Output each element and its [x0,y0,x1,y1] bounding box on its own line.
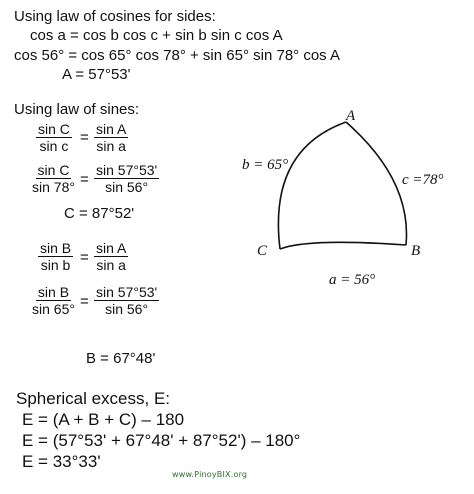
fraction-denominator: sin 78° [32,179,75,195]
fraction-denominator: sin 65° [32,301,75,317]
excess-substitution: E = (57°53' + 67°48' + 87°52') – 180° [22,431,301,450]
fraction-numerator: sin C [38,121,70,137]
side-c-arc [346,122,407,245]
fraction-numerator: sin 57°53' [96,284,158,300]
excess-heading: Spherical excess, E: [16,389,171,408]
fraction-numerator: sin A [96,240,127,256]
angle-b-result: B = 67°48' [86,350,156,367]
excess-result: E = 33°33' [22,452,101,471]
fraction-numerator: sin C [37,162,70,178]
fraction-denominator: sin c [39,138,69,154]
side-a-arc [280,242,406,249]
side-b-arc [278,122,346,249]
angle-a-result: A = 57°53' [62,66,131,83]
excess-formula: E = (A + B + C) – 180 [22,410,185,429]
sines-heading: Using law of sines: [14,101,140,118]
side-b-label: b = 65° [242,157,289,173]
vertex-a-label: A [346,108,356,124]
cosines-heading: Using law of cosines for sides: [14,8,216,25]
cosines-formula: cos a = cos b cos c + sin b sin c cos A [30,27,283,44]
fraction-denominator: sin 56° [105,179,149,195]
fraction-numerator: sin B [37,284,70,300]
equals-sign: = [80,129,89,146]
cosines-substitution: cos 56° = cos 65° cos 78° + sin 65° sin 78° cos A [14,47,341,64]
equals-sign: = [80,249,89,266]
side-c-label: c =78° [402,172,444,188]
fraction-denominator: sin a [96,257,126,273]
equals-sign: = [80,293,89,310]
side-a-label: a = 56° [329,272,376,288]
fraction-denominator: sin a [96,138,126,154]
fraction-numerator: sin A [96,121,127,137]
equals-sign: = [80,171,89,188]
watermark: www.PinoyBIX.org [172,470,248,479]
fraction-denominator: sin b [40,257,71,273]
fraction-numerator: sin 57°53' [96,162,158,178]
fraction-denominator: sin 56° [105,301,149,317]
fraction-numerator: sin B [40,240,72,256]
vertex-c-label: C [257,243,268,259]
angle-c-result: C = 87°52' [64,205,135,222]
vertex-b-label: B [411,243,421,259]
